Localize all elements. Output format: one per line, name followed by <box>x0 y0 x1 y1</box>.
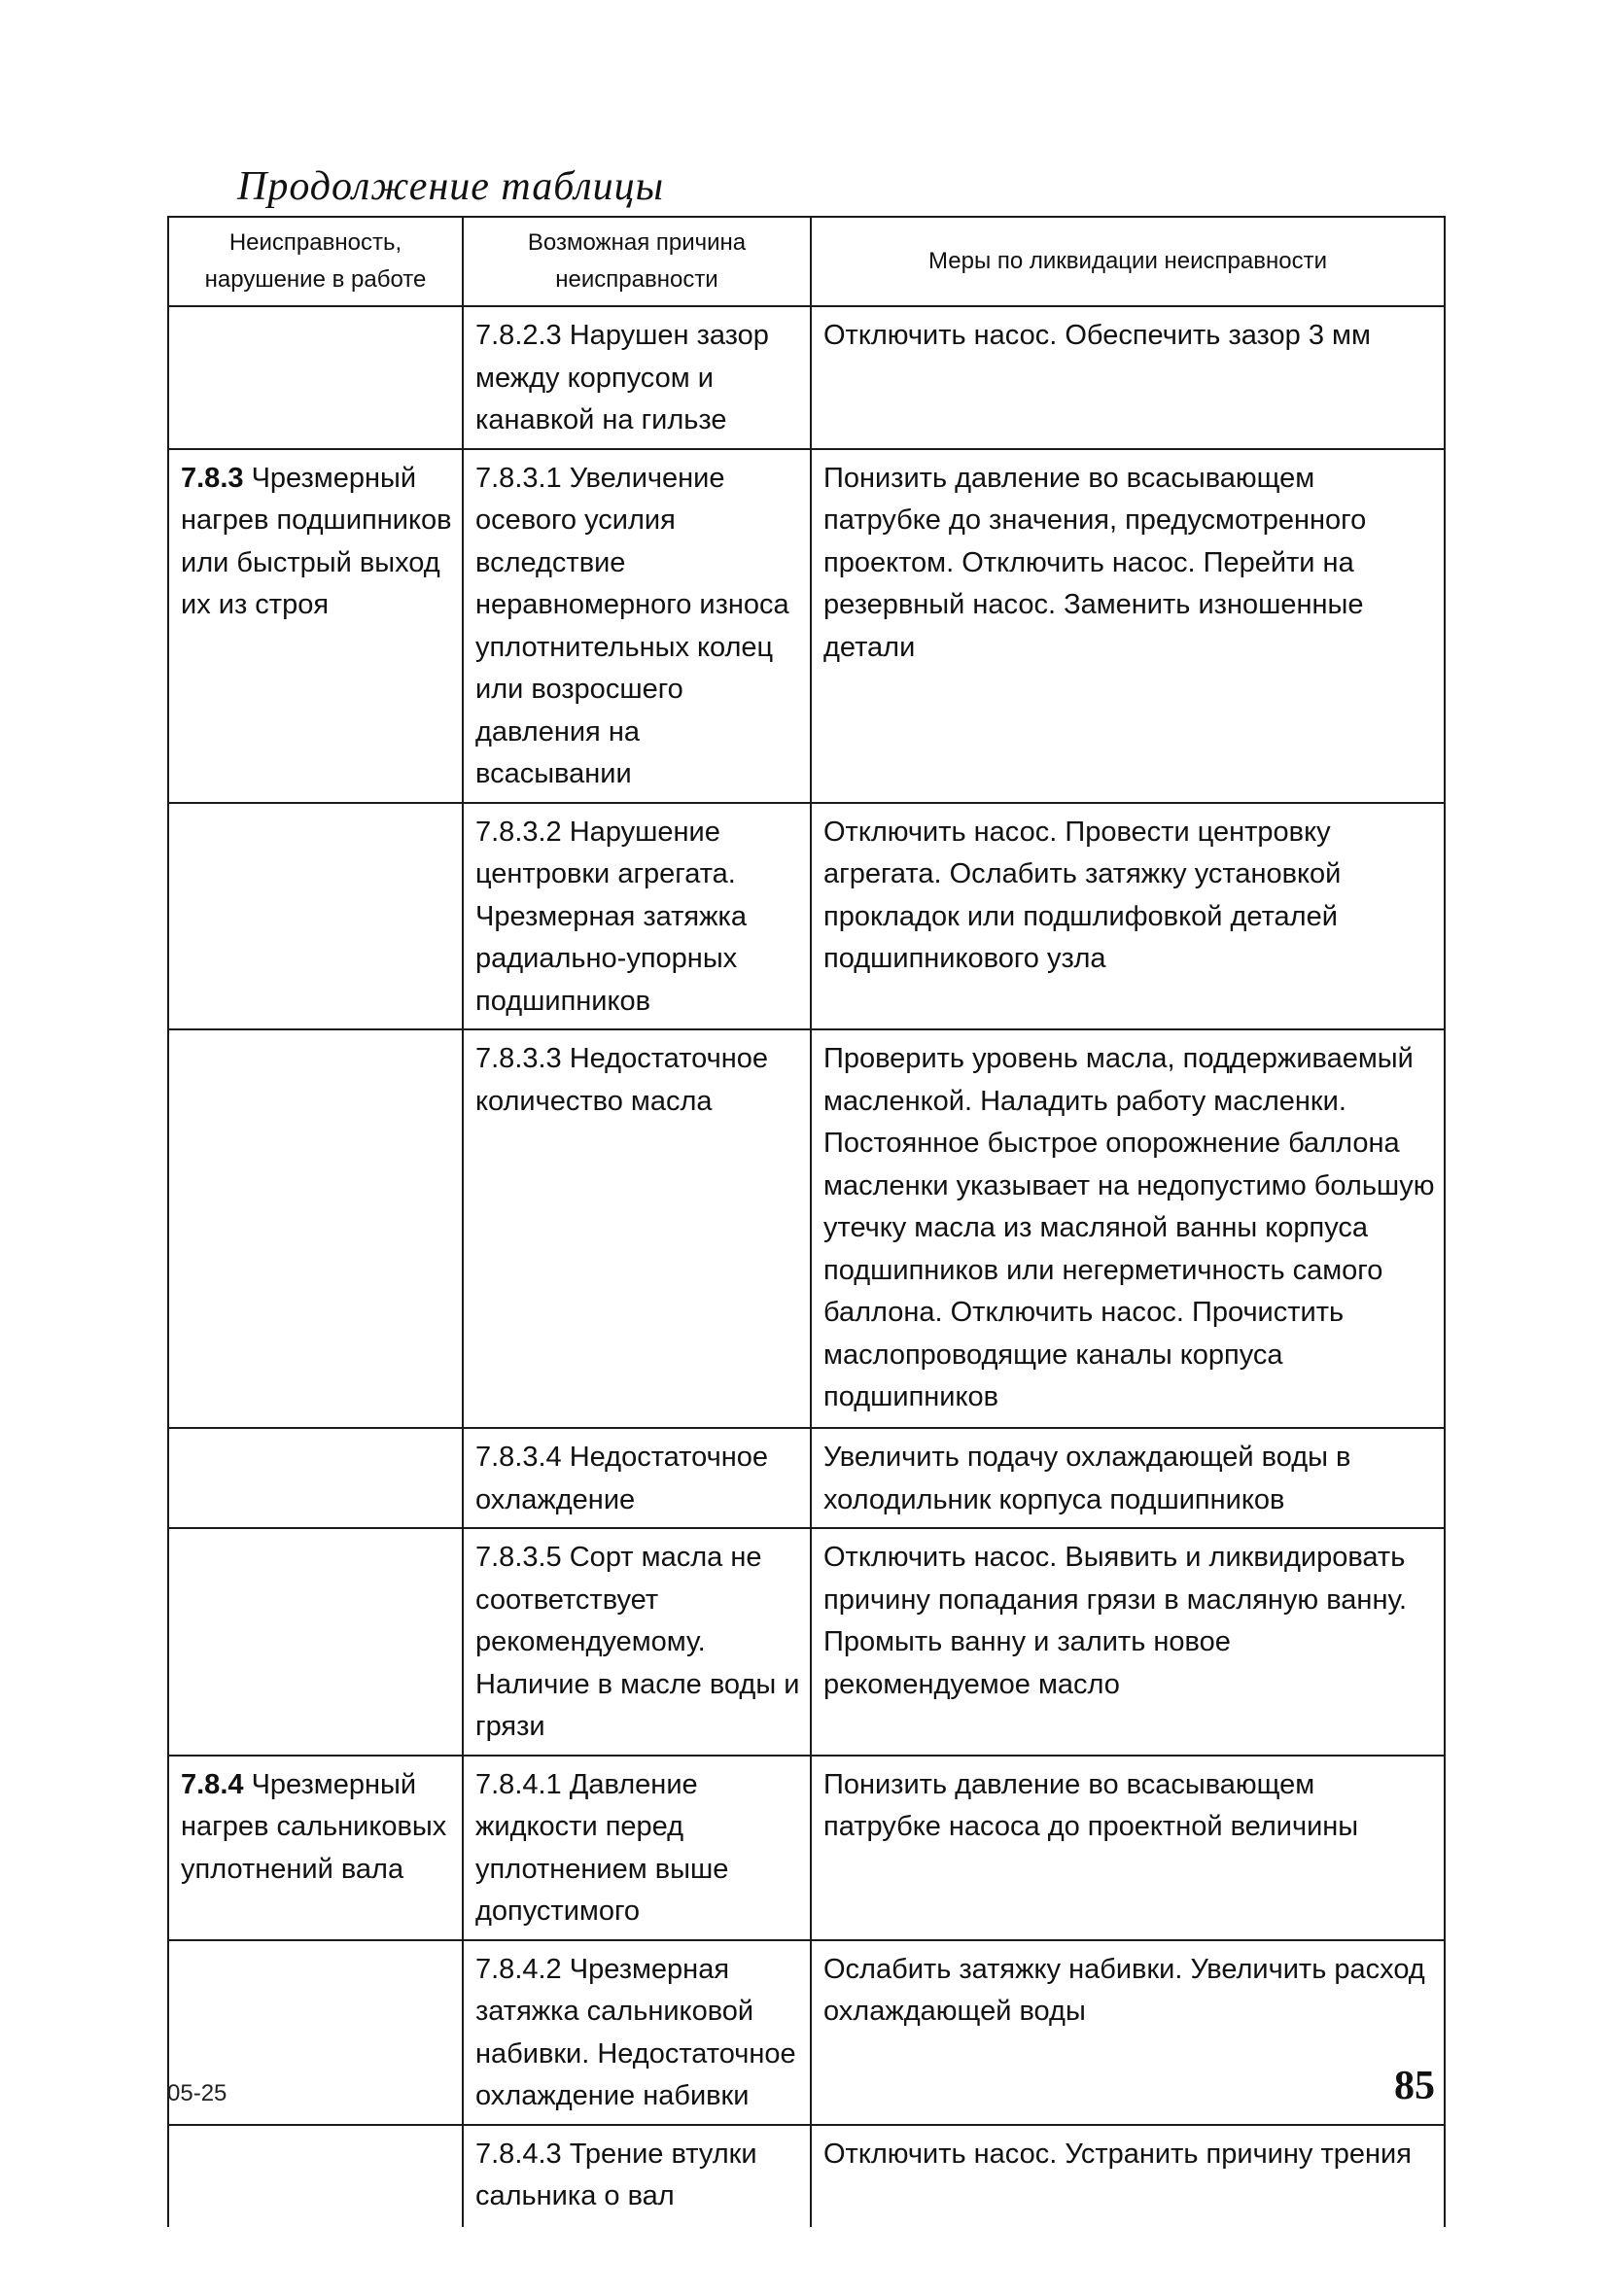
cause-cell: 7.8.4.3 Трение втулки сальника о вал <box>463 2125 811 2227</box>
table-row <box>168 803 1445 1030</box>
fault-text: Чрезмерный нагрев сальниковых уплотнений вала <box>181 1768 447 1885</box>
footer-code: 05-25 <box>167 2080 227 2106</box>
measure-cell: Отключить насос. Обеспечить зазор 3 мм <box>811 306 1445 449</box>
table-row <box>168 1940 1445 2125</box>
cause-cell: 7.8.3.2 Нарушение центровки агрегата. Чрезмерная затяжка радиально-упорных подшипников <box>463 803 811 1030</box>
fault-code: 7.8.4 <box>181 1768 244 1800</box>
fault-code: 7.8.3 <box>181 462 244 494</box>
fault-cell <box>168 1528 463 1756</box>
measure-cell: Понизить давление во всасывающем патрубке до значения, предусмотренного проектом. Отключить насос. Перейти на резервный насос. Заменить изношенные детали <box>811 449 1445 803</box>
measure-cell: Отключить насос. Выявить и ликвидировать причину попадания грязи в масляную ванну. Промыть ванну и залить новое рекомендуемое масло <box>811 1528 1445 1756</box>
header-cause: Возможная причина неисправности <box>463 217 811 306</box>
fault-cell <box>168 449 463 803</box>
measure-cell: Понизить давление во всасывающем патрубке насоса до проектной величины <box>811 1756 1445 1940</box>
cause-cell: 7.8.3.1 Увеличение осевого усилия вследствие неравномерного износа уплотнительных колец или возросшего давления на всасывании <box>463 449 811 803</box>
table-header-row <box>168 217 1445 306</box>
measure-cell: Отключить насос. Провести центровку агрегата. Ослабить затяжку установкой прокладок или подшлифовкой деталей подшипникового узла <box>811 803 1445 1030</box>
header-fault: Неисправность, нарушение в работе <box>168 217 463 306</box>
fault-cell <box>168 306 463 449</box>
table-row <box>168 1528 1445 1756</box>
fault-cell <box>168 1756 463 1940</box>
table-row <box>168 1756 1445 1940</box>
fault-cell <box>168 2125 463 2227</box>
cause-cell: 7.8.3.5 Сорт масла не соответствует рекомендуемому. Наличие в масле воды и грязи <box>463 1528 811 1756</box>
troubleshooting-table <box>167 216 1446 2227</box>
table-row <box>168 449 1445 803</box>
cause-cell: 7.8.3.4 Недостаточное охлаждение <box>463 1428 811 1528</box>
measure-cell: Ослабить затяжку набивки. Увеличить расход охлаждающей воды <box>811 1940 1445 2125</box>
cause-cell: 7.8.2.3 Нарушен зазор между корпусом и канавкой на гильзе <box>463 306 811 449</box>
table-row <box>168 306 1445 449</box>
cause-cell: 7.8.3.3 Недостаточное количество масла <box>463 1029 811 1428</box>
fault-cell <box>168 1428 463 1528</box>
fault-cell <box>168 803 463 1030</box>
measure-cell: Проверить уровень масла, поддерживаемый масленкой. Наладить работу масленки. Постоянное быстрое опорожнение баллона масленки указывает на недопустимо большую утечку масла из масляной ванны корпуса подшипников или негерметичность самого баллона. Отключить насос. Прочистить маслопроводящие каналы корпуса подшипников <box>811 1029 1445 1428</box>
table-caption: Продолжение таблицы <box>237 164 665 209</box>
header-measure: Меры по ликвидации неисправности <box>811 217 1445 306</box>
cause-cell: 7.8.4.1 Давление жидкости перед уплотнением выше допустимого <box>463 1756 811 1940</box>
fault-cell <box>168 1029 463 1428</box>
cause-cell: 7.8.4.2 Чрезмерная затяжка сальниковой набивки. Недостаточное охлаждение набивки <box>463 1940 811 2125</box>
table-row <box>168 2125 1445 2227</box>
table-row <box>168 1428 1445 1528</box>
measure-cell: Отключить насос. Устранить причину трения <box>811 2125 1445 2227</box>
page-number: 85 <box>1394 2064 1435 2108</box>
measure-cell: Увеличить подачу охлаждающей воды в холодильник корпуса подшипников <box>811 1428 1445 1528</box>
fault-text: Чрезмерный нагрев подшипников или быстрый выход их из строя <box>181 462 452 620</box>
table-row <box>168 1029 1445 1428</box>
